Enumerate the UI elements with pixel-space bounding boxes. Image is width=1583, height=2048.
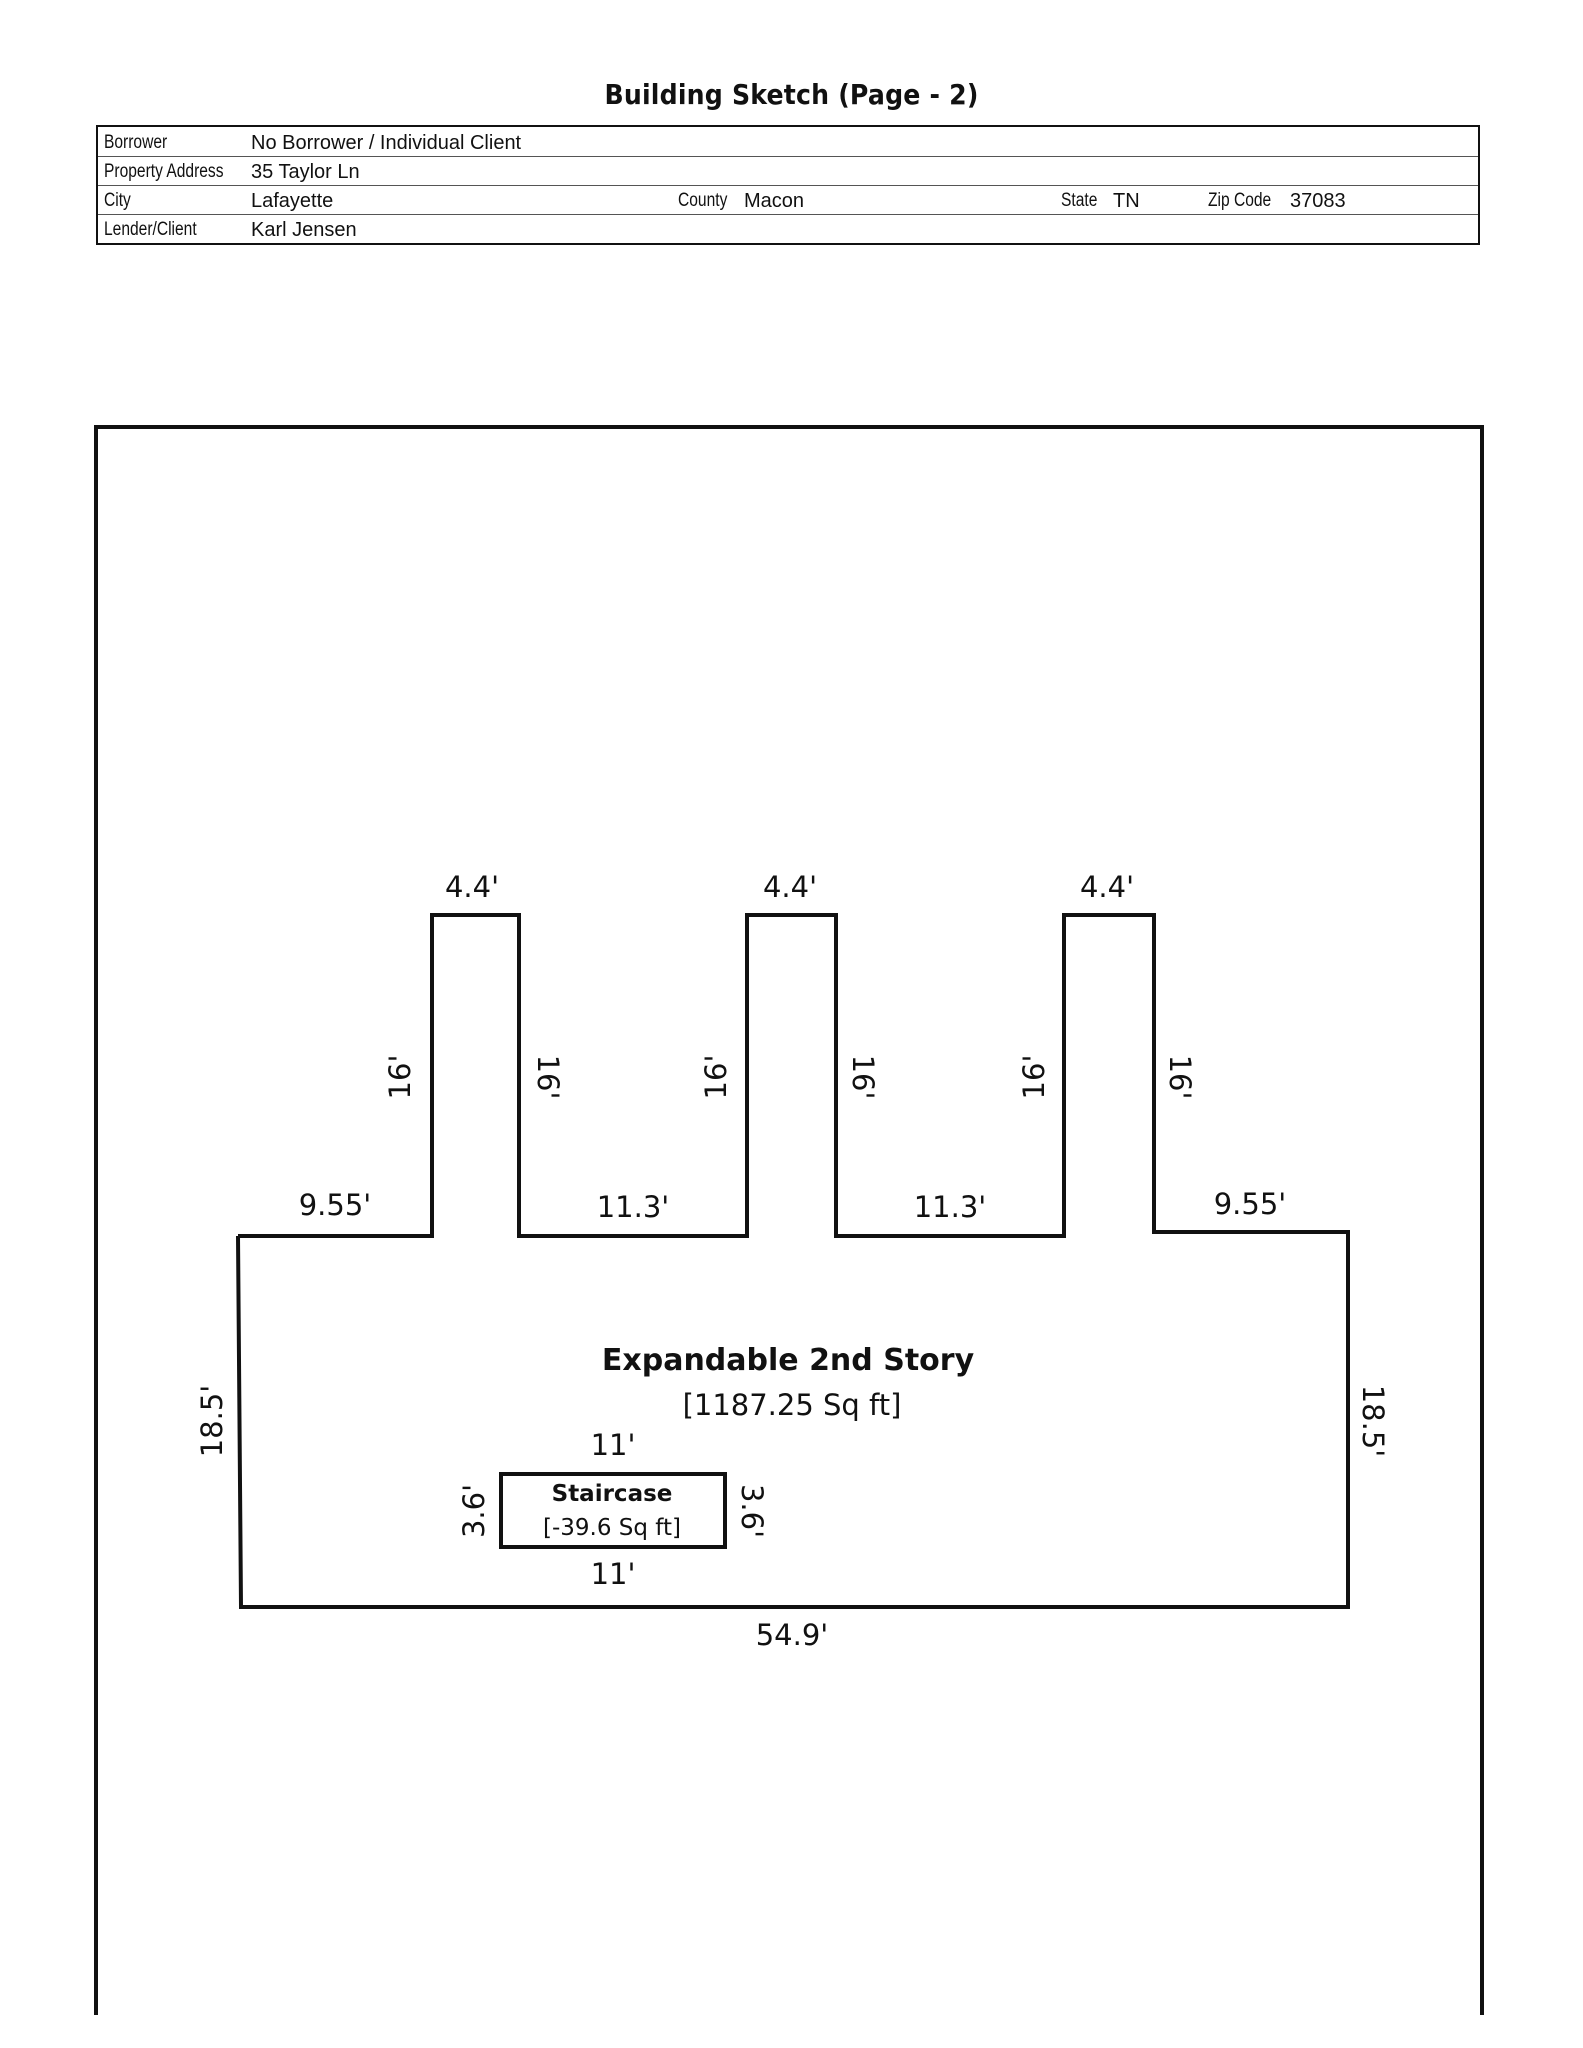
right-side-label: 18.5': [1356, 1384, 1390, 1458]
stair-size: [-39.6 Sq ft]: [543, 1515, 681, 1541]
address-value: 35 Taylor Ln: [251, 161, 360, 183]
county-label: County: [678, 190, 728, 211]
stair-bottom-width-label: 11': [590, 1557, 636, 1591]
dormer-2-width-label: 4.4': [762, 870, 818, 904]
dormer-3-right-depth-label: 16': [1163, 1054, 1197, 1100]
state-value: TN: [1113, 190, 1140, 212]
stair-left-depth-label: 3.6': [457, 1483, 491, 1539]
dormer-3-left-depth-label: 16': [1017, 1054, 1051, 1100]
second-story-outline: [238, 915, 1348, 1607]
inner-left-top-label: 11.3': [596, 1190, 670, 1224]
lender-label: Lender/Client: [104, 219, 197, 240]
outer-left-top-label: 9.55': [298, 1188, 372, 1222]
outer-right-top-label: 9.55': [1213, 1187, 1287, 1221]
left-side-label: 18.5': [195, 1384, 229, 1458]
borrower-value: No Borrower / Individual Client: [251, 132, 522, 154]
county-value: Macon: [744, 190, 805, 212]
page-title: Building Sketch (Page - 2): [604, 78, 979, 111]
dormer-2-right-depth-label: 16': [846, 1054, 880, 1100]
dormer-3-width-label: 4.4': [1079, 870, 1135, 904]
state-label: State: [1061, 190, 1098, 211]
area-name: Expandable 2nd Story: [601, 1343, 975, 1378]
address-label: Property Address: [104, 161, 224, 182]
borrower-label: Borrower: [104, 132, 168, 153]
dormer-1-left-depth-label: 16': [383, 1054, 417, 1100]
zip-value: 37083: [1290, 190, 1346, 212]
lender-value: Karl Jensen: [251, 219, 357, 241]
city-label: City: [104, 190, 131, 211]
area-size: [1187.25 Sq ft]: [682, 1388, 902, 1422]
dormer-1-width-label: 4.4': [444, 870, 500, 904]
dormer-1-right-depth-label: 16': [531, 1054, 565, 1100]
dormer-2-left-depth-label: 16': [699, 1054, 733, 1100]
bottom-length-label: 54.9': [755, 1618, 829, 1652]
stair-top-width-label: 11': [590, 1428, 636, 1462]
inner-right-top-label: 11.3': [913, 1190, 987, 1224]
zip-label: Zip Code: [1208, 190, 1272, 211]
city-value: Lafayette: [251, 190, 334, 212]
stair-right-depth-label: 3.6': [735, 1483, 769, 1539]
stair-name: Staircase: [551, 1481, 673, 1507]
